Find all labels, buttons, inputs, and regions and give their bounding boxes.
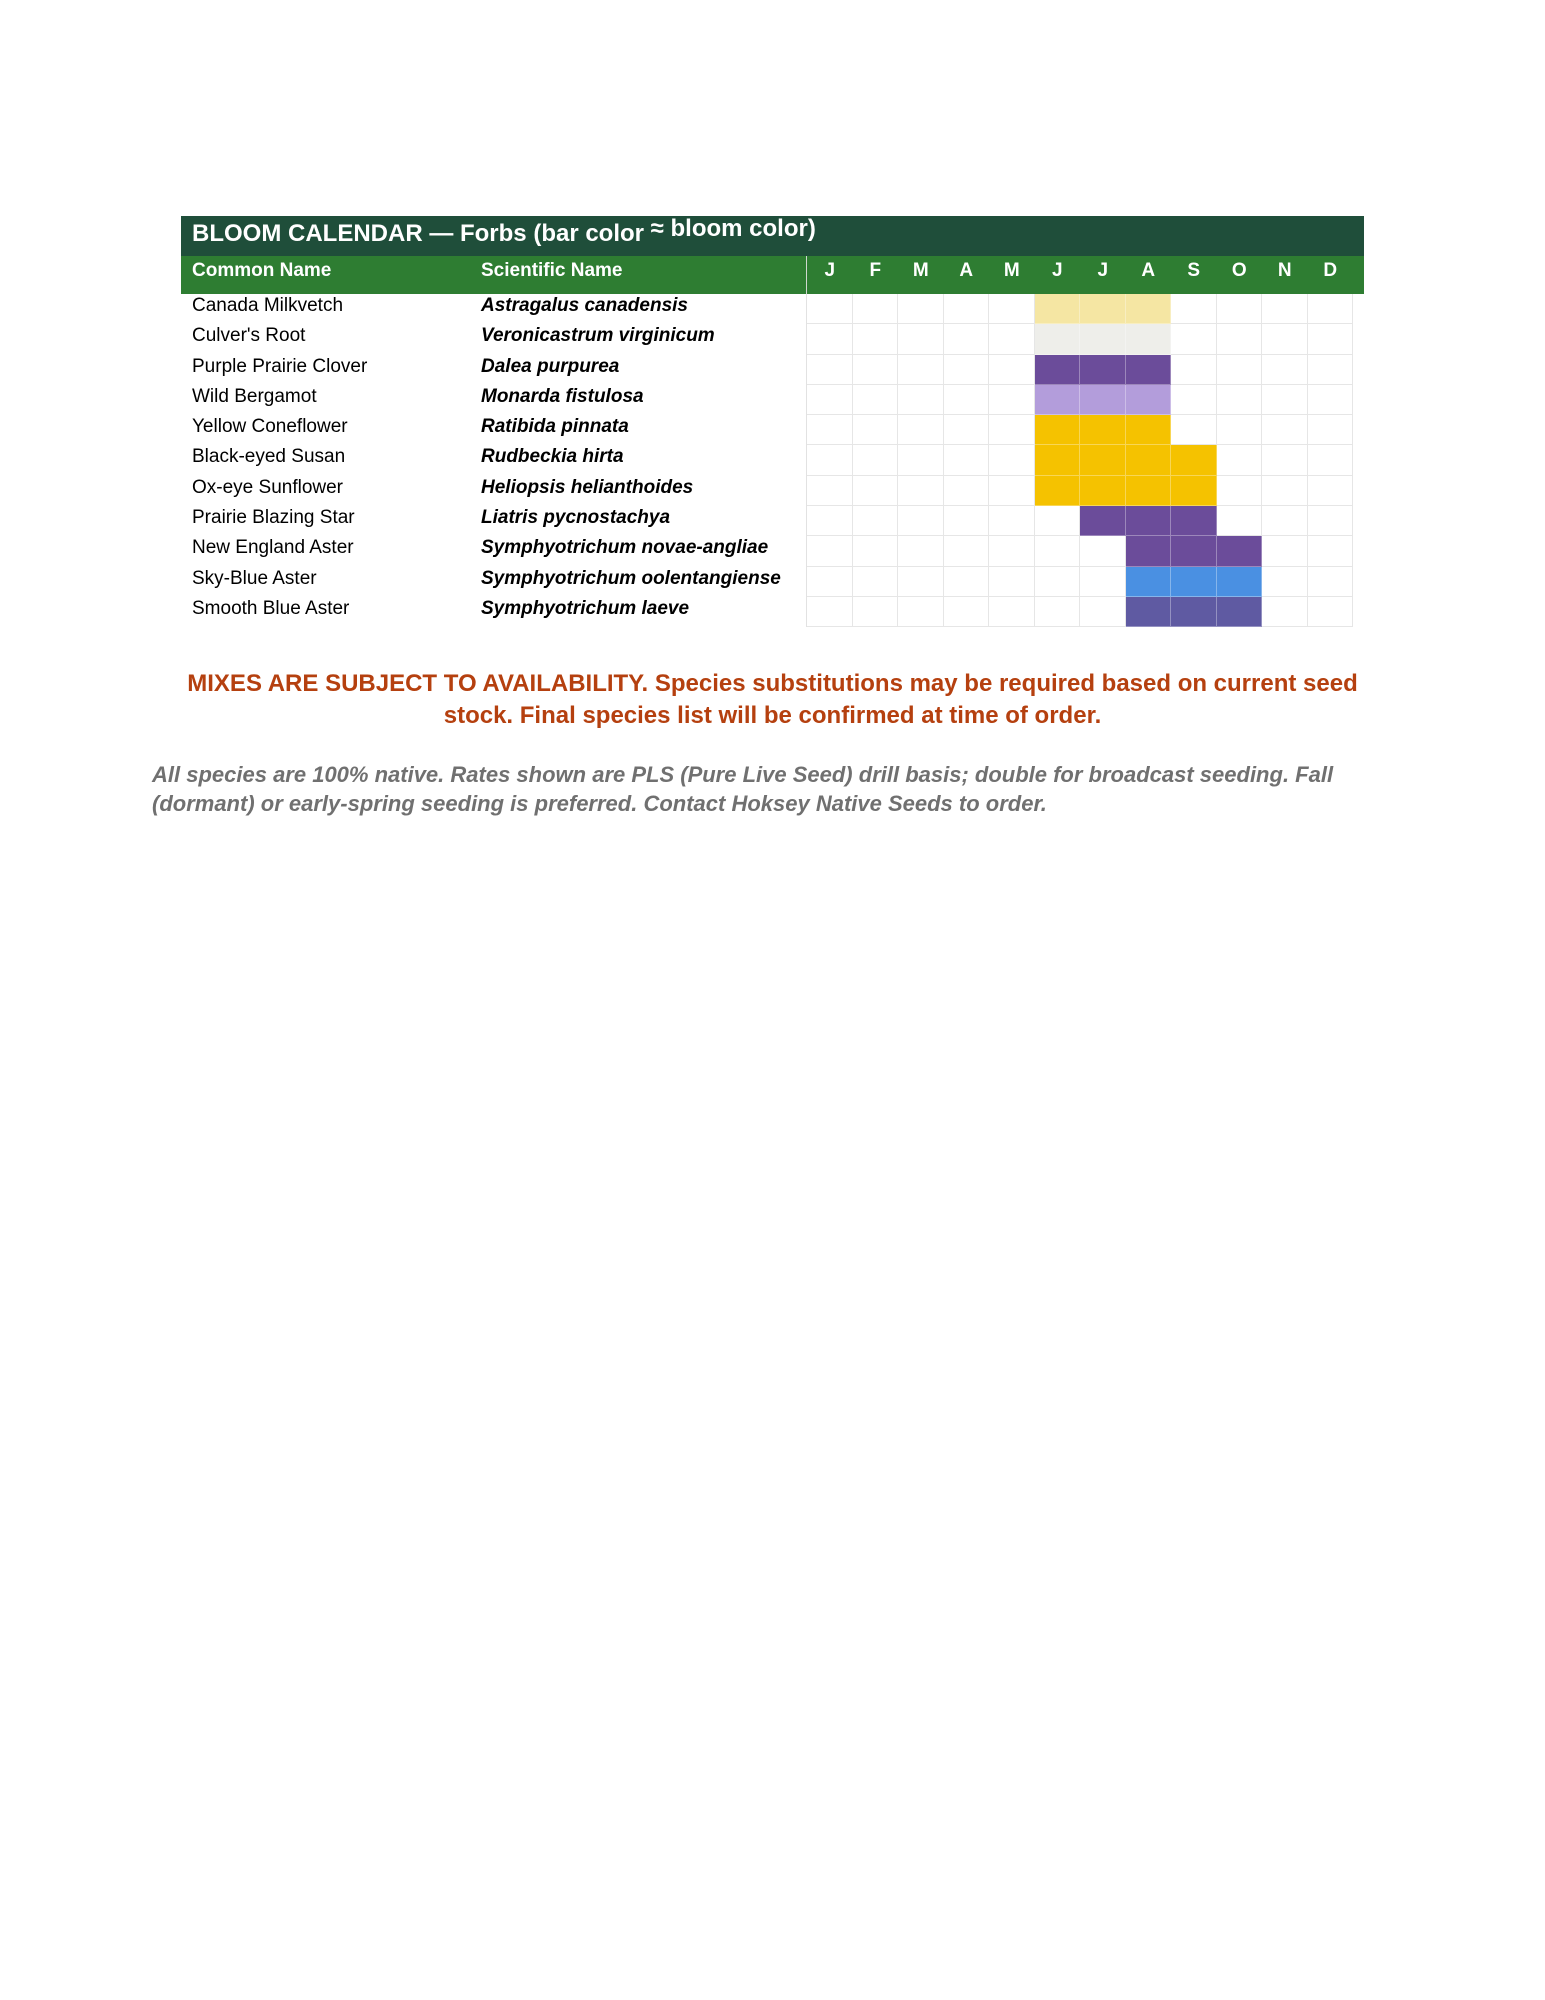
- species-common-name: Wild Bergamot: [192, 385, 317, 407]
- bloom-cell-empty: [1217, 294, 1263, 324]
- bloom-cell-empty: [853, 567, 899, 597]
- bloom-cell-empty: [1080, 597, 1126, 627]
- bloom-cell-empty: [853, 385, 899, 415]
- bloom-cell-empty: [807, 567, 853, 597]
- bloom-cell-empty: [1080, 536, 1126, 566]
- bloom-cell-empty: [898, 567, 944, 597]
- bloom-cell-empty: [807, 506, 853, 536]
- bloom-cell-empty: [1262, 355, 1308, 385]
- species-common-name: New England Aster: [192, 537, 354, 559]
- species-row: [181, 476, 1364, 506]
- bloom-cell-empty: [1308, 476, 1354, 506]
- bloom-cell-empty: [853, 476, 899, 506]
- header-month: F: [869, 260, 882, 281]
- species-row: [181, 294, 1364, 324]
- bloom-cell-empty: [989, 476, 1035, 506]
- bloom-cell-empty: [1308, 385, 1354, 415]
- bloom-cell-active: [1126, 536, 1172, 566]
- bloom-cell-active: [1080, 355, 1126, 385]
- species-row: [181, 324, 1364, 354]
- bloom-cell-active: [1217, 567, 1263, 597]
- header-scientific-name: Scientific Name: [481, 256, 807, 294]
- bloom-cell-active: [1126, 476, 1172, 506]
- bloom-cell-empty: [853, 294, 899, 324]
- bloom-cell-empty: [944, 294, 990, 324]
- bloom-cell-empty: [944, 415, 990, 445]
- bloom-cell-active: [1171, 567, 1217, 597]
- species-scientific-name: Symphyotrichum novae-angliae: [481, 536, 807, 566]
- bloom-cell-active: [1035, 355, 1081, 385]
- bloom-cell-empty: [1217, 385, 1263, 415]
- calendar-title-bar: [181, 216, 1364, 256]
- bloom-cell-empty: [853, 355, 899, 385]
- species-row: [181, 567, 1364, 597]
- calendar-rows: [181, 294, 1364, 627]
- species-row: [181, 597, 1364, 627]
- bloom-cell-empty: [944, 506, 990, 536]
- bloom-cell-empty: [1262, 445, 1308, 475]
- bloom-cell-empty: [944, 385, 990, 415]
- header-month: N: [1277, 260, 1292, 281]
- species-common-name: Black-eyed Susan: [192, 446, 346, 468]
- bloom-cell-empty: [853, 506, 899, 536]
- species-row: [181, 445, 1364, 475]
- bloom-cell-empty: [1035, 567, 1081, 597]
- bloom-cell-active: [1080, 476, 1126, 506]
- bloom-cell-active: [1126, 415, 1172, 445]
- bloom-cell-empty: [898, 355, 944, 385]
- bloom-cell-active: [1035, 324, 1081, 354]
- bloom-cell-empty: [1262, 294, 1308, 324]
- bloom-cell-empty: [989, 294, 1035, 324]
- bloom-cell-active: [1171, 506, 1217, 536]
- bloom-cell-active: [1126, 506, 1172, 536]
- bloom-cell-empty: [853, 415, 899, 445]
- bloom-cell-empty: [1171, 324, 1217, 354]
- bloom-cell-empty: [1217, 445, 1263, 475]
- bloom-cell-empty: [1308, 597, 1354, 627]
- bloom-cell-active: [1126, 597, 1172, 627]
- species-row: [181, 506, 1364, 536]
- species-scientific-name: Ratibida pinnata: [481, 415, 807, 445]
- availability-notice: MIXES ARE SUBJECT TO AVAILABILITY. Species substitutions may be required based on current seed stock. Final species list will be confirmed at time of order.: [187, 670, 1358, 729]
- bloom-cell-active: [1126, 385, 1172, 415]
- bloom-cell-empty: [853, 597, 899, 627]
- bloom-cell-active: [1080, 506, 1126, 536]
- calendar-title: [192, 215, 816, 248]
- bloom-cell-active: [1126, 324, 1172, 354]
- bloom-cell-active: [1035, 476, 1081, 506]
- bloom-cell-empty: [944, 476, 990, 506]
- bloom-cell-empty: [944, 567, 990, 597]
- bloom-cell-empty: [853, 536, 899, 566]
- species-common-name: Sky-Blue Aster: [192, 567, 317, 589]
- bloom-cell-empty: [807, 536, 853, 566]
- species-common-name: Prairie Blazing Star: [192, 507, 355, 529]
- header-month: M: [912, 260, 929, 281]
- bloom-cell-active: [1080, 445, 1126, 475]
- species-scientific-name: Rudbeckia hirta: [481, 445, 807, 475]
- bloom-cell-empty: [807, 445, 853, 475]
- bloom-cell-empty: [898, 476, 944, 506]
- bloom-cell-empty: [989, 415, 1035, 445]
- bloom-cell-empty: [898, 506, 944, 536]
- header-month: M: [1003, 260, 1020, 281]
- bloom-cell-empty: [807, 385, 853, 415]
- bloom-cell-empty: [1308, 355, 1354, 385]
- species-scientific-name: Symphyotrichum laeve: [481, 597, 807, 627]
- bloom-cell-empty: [1308, 567, 1354, 597]
- bloom-cell-empty: [853, 445, 899, 475]
- species-common-name: Culver's Root: [192, 325, 306, 347]
- bloom-cell-empty: [1171, 385, 1217, 415]
- bloom-cell-empty: [1035, 597, 1081, 627]
- bloom-cell-empty: [807, 324, 853, 354]
- bloom-cell-empty: [807, 355, 853, 385]
- bloom-cell-active: [1035, 385, 1081, 415]
- species-common-name: Purple Prairie Clover: [192, 355, 368, 377]
- bloom-cell-active: [1217, 536, 1263, 566]
- header-month: S: [1187, 260, 1201, 281]
- bloom-cell-empty: [898, 536, 944, 566]
- bloom-cell-empty: [807, 294, 853, 324]
- bloom-cell-empty: [807, 597, 853, 627]
- bloom-cell-empty: [1217, 506, 1263, 536]
- bloom-cell-empty: [1217, 415, 1263, 445]
- header-month: D: [1323, 260, 1338, 281]
- calendar-title-approx: ≈ bloom color): [650, 215, 816, 242]
- bloom-bar-track: [807, 324, 1353, 354]
- bloom-cell-active: [1126, 294, 1172, 324]
- bloom-cell-active: [1126, 445, 1172, 475]
- header-month: J: [824, 260, 836, 281]
- bloom-cell-empty: [1308, 324, 1354, 354]
- calendar-header-row: [181, 256, 1364, 294]
- species-scientific-name: Heliopsis helianthoides: [481, 476, 807, 506]
- bloom-cell-empty: [1262, 567, 1308, 597]
- species-common-name: Yellow Coneflower: [192, 416, 348, 438]
- header-month: A: [959, 260, 974, 281]
- bloom-cell-active: [1217, 597, 1263, 627]
- bloom-cell-active: [1080, 324, 1126, 354]
- bloom-cell-empty: [1308, 445, 1354, 475]
- bloom-cell-active: [1171, 445, 1217, 475]
- bloom-cell-empty: [1308, 506, 1354, 536]
- bloom-cell-empty: [989, 445, 1035, 475]
- bloom-cell-empty: [1217, 324, 1263, 354]
- bloom-cell-active: [1171, 536, 1217, 566]
- bloom-cell-empty: [944, 536, 990, 566]
- bloom-cell-empty: [1035, 506, 1081, 536]
- bloom-cell-active: [1035, 445, 1081, 475]
- bloom-calendar: [181, 216, 1364, 627]
- header-month: O: [1231, 260, 1247, 281]
- bloom-cell-empty: [1262, 415, 1308, 445]
- bloom-cell-empty: [944, 597, 990, 627]
- species-row: [181, 385, 1364, 415]
- species-row: [181, 415, 1364, 445]
- bloom-cell-empty: [1035, 536, 1081, 566]
- bloom-cell-empty: [1262, 536, 1308, 566]
- bloom-bar-track: [807, 476, 1353, 506]
- species-scientific-name: Symphyotrichum oolentangiense: [481, 567, 807, 597]
- bloom-cell-active: [1035, 415, 1081, 445]
- bloom-bar-track: [807, 415, 1353, 445]
- bloom-cell-empty: [1217, 355, 1263, 385]
- species-common-name: Canada Milkvetch: [192, 295, 344, 316]
- bloom-cell-empty: [1171, 355, 1217, 385]
- bloom-cell-empty: [1080, 567, 1126, 597]
- bloom-bar-track: [807, 385, 1353, 415]
- bloom-bar-track: [807, 294, 1353, 324]
- bloom-bar-track: [807, 536, 1353, 566]
- bloom-cell-empty: [944, 445, 990, 475]
- bloom-bar-track: [807, 355, 1353, 385]
- bloom-cell-empty: [1217, 476, 1263, 506]
- species-row: [181, 536, 1364, 566]
- bloom-cell-empty: [1171, 294, 1217, 324]
- bloom-cell-empty: [898, 415, 944, 445]
- bloom-cell-empty: [898, 445, 944, 475]
- bloom-cell-empty: [1262, 324, 1308, 354]
- bloom-cell-empty: [989, 355, 1035, 385]
- bloom-cell-empty: [1171, 415, 1217, 445]
- header-month: J: [1097, 260, 1109, 281]
- bloom-bar-track: [807, 597, 1353, 627]
- bloom-cell-empty: [989, 506, 1035, 536]
- bloom-cell-empty: [1262, 506, 1308, 536]
- bloom-cell-empty: [853, 324, 899, 354]
- bloom-cell-empty: [1308, 415, 1354, 445]
- bloom-cell-active: [1126, 355, 1172, 385]
- species-scientific-name: Veronicastrum virginicum: [481, 324, 807, 354]
- bloom-cell-empty: [898, 294, 944, 324]
- bloom-cell-empty: [898, 324, 944, 354]
- header-common-name: Common Name: [192, 260, 332, 281]
- bloom-cell-active: [1171, 597, 1217, 627]
- bloom-cell-active: [1080, 294, 1126, 324]
- bloom-cell-empty: [1262, 385, 1308, 415]
- bloom-cell-empty: [807, 476, 853, 506]
- bloom-cell-empty: [1308, 536, 1354, 566]
- bloom-bar-track: [807, 567, 1353, 597]
- bloom-cell-active: [1080, 415, 1126, 445]
- header-month: A: [1141, 260, 1156, 281]
- bloom-cell-empty: [1262, 597, 1308, 627]
- bloom-cell-empty: [944, 324, 990, 354]
- species-scientific-name: Dalea purpurea: [481, 355, 807, 385]
- bloom-bar-track: [807, 445, 1353, 475]
- species-scientific-name: Astragalus canadensis: [481, 294, 807, 324]
- bloom-cell-active: [1080, 385, 1126, 415]
- bloom-cell-empty: [989, 536, 1035, 566]
- species-scientific-name: Liatris pycnostachya: [481, 506, 807, 536]
- bloom-cell-empty: [989, 385, 1035, 415]
- species-common-name: Ox-eye Sunflower: [192, 476, 344, 498]
- header-months: [807, 256, 1354, 294]
- bloom-cell-active: [1126, 567, 1172, 597]
- bloom-cell-active: [1171, 476, 1217, 506]
- bloom-cell-empty: [1262, 476, 1308, 506]
- species-row: [181, 355, 1364, 385]
- bloom-cell-active: [1035, 294, 1081, 324]
- bloom-cell-empty: [807, 415, 853, 445]
- bloom-cell-empty: [898, 597, 944, 627]
- species-common-name: Smooth Blue Aster: [192, 597, 350, 619]
- bloom-bar-track: [807, 506, 1353, 536]
- bloom-cell-empty: [989, 567, 1035, 597]
- species-scientific-name: Monarda fistulosa: [481, 385, 807, 415]
- bloom-cell-empty: [898, 385, 944, 415]
- bloom-cell-empty: [989, 324, 1035, 354]
- calendar-title-main: BLOOM CALENDAR — Forbs (bar color: [192, 220, 651, 247]
- seeding-footnote: All species are 100% native. Rates shown are PLS (Pure Live Seed) drill basis; double for broadcast seeding. Fall (dormant) or early-spring seeding is preferred. Contact Hoksey Native Seeds to order.: [152, 762, 1334, 816]
- bloom-cell-empty: [944, 355, 990, 385]
- bloom-cell-empty: [1308, 294, 1354, 324]
- bloom-cell-empty: [989, 597, 1035, 627]
- header-month: J: [1051, 260, 1063, 281]
